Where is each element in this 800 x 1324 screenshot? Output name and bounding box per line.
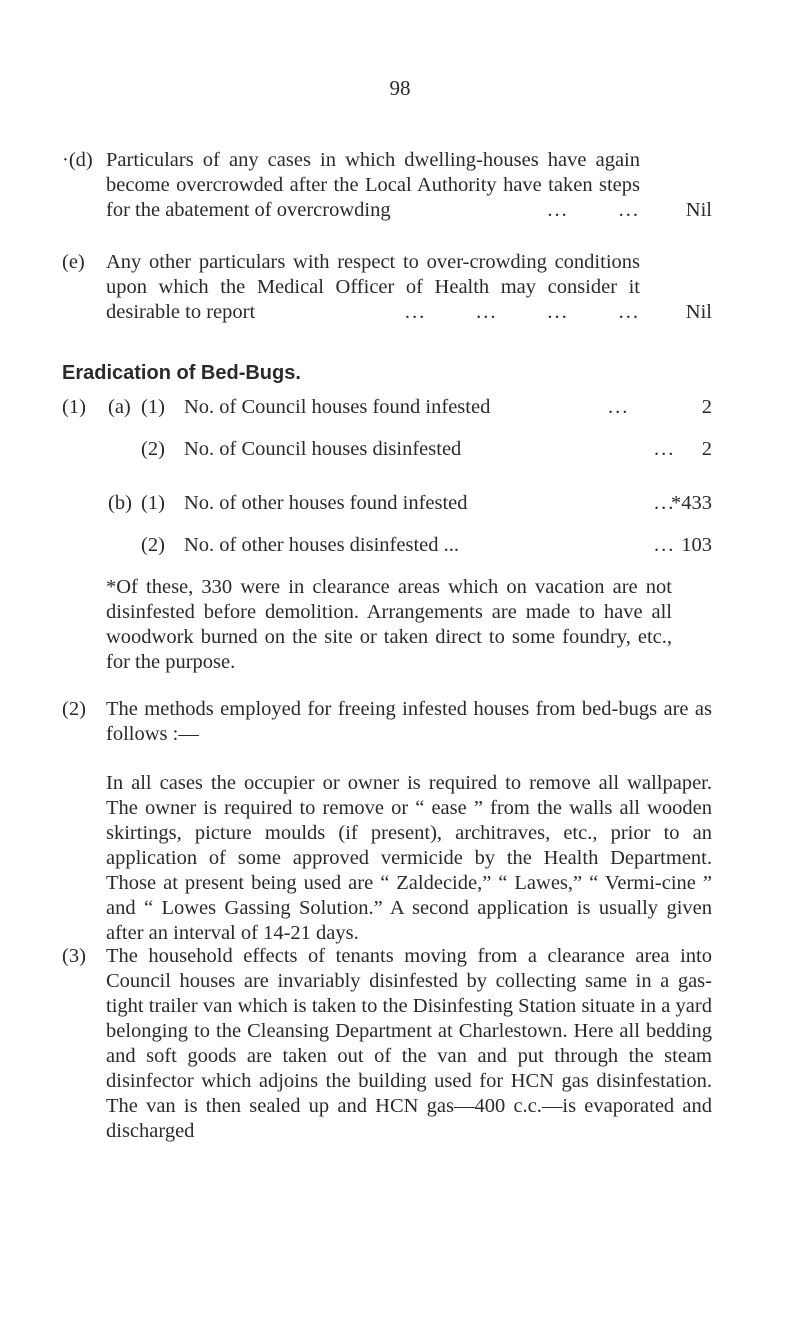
row-number: (1) — [141, 396, 165, 418]
section-2-intro: The methods employed for freeing infested houses from bed-bugs are as follows :— — [106, 698, 712, 745]
row-value: 103 — [681, 534, 712, 556]
row-leaders: ... — [654, 534, 676, 556]
row-number: (2) — [141, 534, 165, 556]
row-value: *433 — [671, 492, 712, 514]
item-d-text: Particulars of any cases in which dwelling-houses have again become overcrowded after the Local Authority have taken steps for the abatement of overcrowding — [106, 149, 640, 221]
footnote: *Of these, 330 were in clearance areas which on vacation are not disinfested before demolition. Arrangements are made to have all woodwork burned on the site or taken direct to some foundry, etc., for the purpose. — [106, 576, 672, 673]
row-value: 2 — [701, 438, 712, 460]
section-heading: Eradication of Bed-Bugs. — [62, 362, 301, 384]
row-number: (2) — [141, 438, 165, 460]
section-3 — [62, 944, 712, 1144]
section-2 — [62, 697, 712, 747]
item-d-marker: ·(d) — [62, 149, 93, 171]
table-row — [62, 533, 712, 558]
item-e-text: Any other particulars with respect to over-crowding conditions upon which the Medical Officer of Health may consider it desirable to report — [106, 251, 640, 323]
item-e-marker: (e) — [62, 251, 85, 273]
row-label: No. of Council houses found infested — [184, 396, 491, 418]
row-leaders: ... — [654, 492, 676, 514]
row-leaders: ... — [608, 396, 630, 418]
subsection-a-marker: (a) — [108, 396, 131, 418]
section-3-marker: (3) — [62, 945, 86, 967]
table-row — [62, 437, 712, 462]
row-leaders: ... — [654, 438, 676, 460]
table-row — [62, 395, 712, 420]
row-label: No. of other houses disinfested ... — [184, 534, 459, 556]
row-label: No. of other houses found infested — [184, 492, 468, 514]
item-e-value: ... ... ... ... Nil — [404, 301, 712, 323]
item-d-leaders: ... ... — [547, 199, 640, 221]
row-value: 2 — [701, 396, 712, 418]
item-d-value: ... ... Nil — [547, 199, 712, 221]
item-d — [62, 148, 712, 223]
subsection-b-marker: (b) — [108, 492, 132, 514]
section-2-body: In all cases the occupier or owner is required to remove all wallpaper. The owner is required to remove or “ ease ” from the walls all wooden skirtings, picture moulds (if present), architraves, etc., prior to an application of some approved vermicide by the Health Department. Those at present being used are “ Zaldecide,” “ Lawes,” “ Vermi-cine ” and “ Lowes Gassing Solution.” A second application is usually given after an interval of 14-21 days. — [106, 772, 712, 944]
page-number: 98 — [389, 76, 411, 100]
section-1-marker: (1) — [62, 396, 86, 418]
row-number: (1) — [141, 492, 165, 514]
item-e-leaders: ... ... ... ... — [404, 301, 640, 323]
table-row — [62, 491, 712, 516]
row-label: No. of Council houses disinfested — [184, 438, 462, 460]
item-e — [62, 250, 712, 325]
section-2-marker: (2) — [62, 698, 86, 720]
section-3-text: The household effects of tenants moving from a clearance area into Council houses are invariably disinfested by collecting same in a gas-tight trailer van which is taken to the Disinfesting Station situate in a yard belonging to the Cleansing Department at Charlestown. Here all bedding and soft goods are taken out of the van and put through the steam disinfector which adjoins the building used for HCN gas disinfestation. The van is then sealed up and HCN gas—400 c.c.—is evaporated and discharged — [106, 945, 712, 1142]
